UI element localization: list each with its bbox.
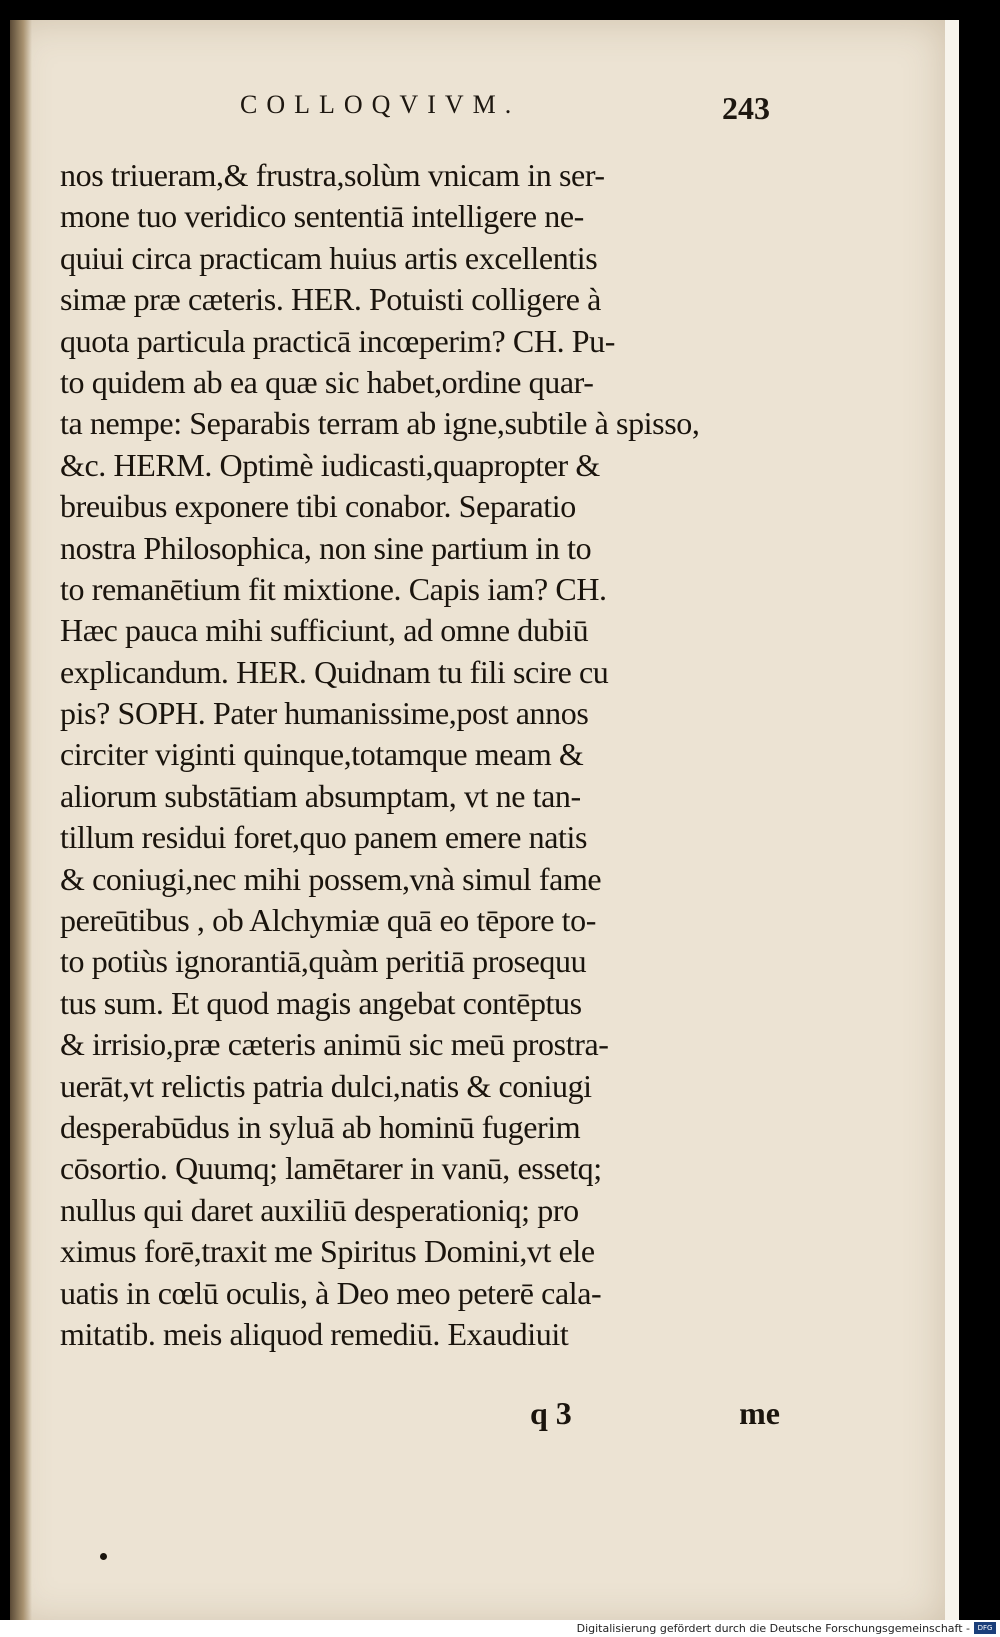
page-spine-shadow bbox=[10, 20, 32, 1625]
text-line: breuibus exponere tibi conabor. Separatio bbox=[60, 488, 576, 525]
text-line: & coniugi,nec mihi possem,vnà simul fame bbox=[60, 860, 602, 897]
text-line: to potiùs ignorantiā,quàm peritiā prosequu bbox=[60, 943, 587, 980]
text-line: & irrisio,præ cæteris animū sic meū prostra- bbox=[60, 1026, 609, 1063]
text-line: quota particula practicā incœperim? CH. Pu- bbox=[60, 322, 616, 359]
text-line: ta nempe: Separabis terram ab igne,subtile à spisso, bbox=[60, 405, 700, 442]
text-line: Hæc pauca mihi sufficiunt, ad omne dubiū bbox=[60, 612, 589, 649]
dfg-logo-icon: DFG bbox=[974, 1622, 996, 1634]
text-line: nostra Philosophica, non sine partium in to bbox=[60, 529, 592, 566]
text-line: quiui circa practicam huius artis excellentis bbox=[60, 239, 598, 276]
text-line: uatis in cœlū oculis, à Deo meo peterē cala- bbox=[60, 1274, 602, 1311]
text-line: desperabūdus in syluā ab hominū fugerim bbox=[60, 1108, 581, 1145]
text-line: mitatib. meis aliquod remediū. Exaudiuit bbox=[60, 1315, 569, 1352]
text-line: tillum residui foret,quo panem emere natis bbox=[60, 819, 588, 856]
text-line: explicandum. HER. Quidnam tu fili scire cu bbox=[60, 653, 609, 690]
text-line: uerāt,vt relictis patria dulci,natis & coniugi bbox=[60, 1067, 592, 1104]
running-title: COLLOQVIVM. bbox=[240, 90, 521, 119]
signature-mark: q 3 bbox=[530, 1395, 572, 1431]
text-line: cōsortio. Quumq; lamētarer in vanū, essetq; bbox=[60, 1150, 602, 1187]
book-page bbox=[10, 20, 959, 1625]
text-line: nos triueram,& frustra,solùm vnicam in ser- bbox=[60, 157, 605, 193]
text-line: pereūtibus , ob Alchymiæ quā eo tēpore to- bbox=[60, 902, 596, 939]
footer-credit: Digitalisierung gefördert durch die Deutsche Forschungsgemeinschaft - bbox=[576, 1622, 970, 1635]
text-line: to remanētium fit mixtione. Capis iam? CH. bbox=[60, 570, 607, 607]
catchword: me bbox=[739, 1395, 780, 1431]
text-line: &c. HERM. Optimè iudicasti,quapropter & bbox=[60, 446, 600, 483]
page-number: 243 bbox=[722, 90, 770, 126]
text-line: simæ præ cæteris. HER. Potuisti colligere à bbox=[60, 281, 601, 318]
catchwords-row bbox=[480, 1395, 780, 1445]
text-line: pis? SOPH. Pater humanissime,post annos bbox=[60, 695, 589, 732]
text-line: nullus qui daret auxiliū desperationiq; pro bbox=[60, 1191, 579, 1228]
text-line: mone tuo veridico sententiā intelligere ne- bbox=[60, 198, 584, 235]
text-line: ximus forē,traxit me Spiritus Domini,vt ele bbox=[60, 1233, 595, 1270]
ink-dot bbox=[100, 1553, 107, 1560]
text-line: to quidem ab ea quæ sic habet,ordine quar- bbox=[60, 363, 594, 400]
page-header bbox=[240, 90, 770, 140]
text-line: tus sum. Et quod magis angebat contēptus bbox=[60, 984, 582, 1021]
text-line: circiter viginti quinque,totamque meam & bbox=[60, 736, 584, 773]
text-line: aliorum substātiam absumptam, vt ne tan- bbox=[60, 777, 581, 814]
body-text bbox=[60, 155, 775, 1355]
digitization-footer bbox=[0, 1620, 1000, 1637]
